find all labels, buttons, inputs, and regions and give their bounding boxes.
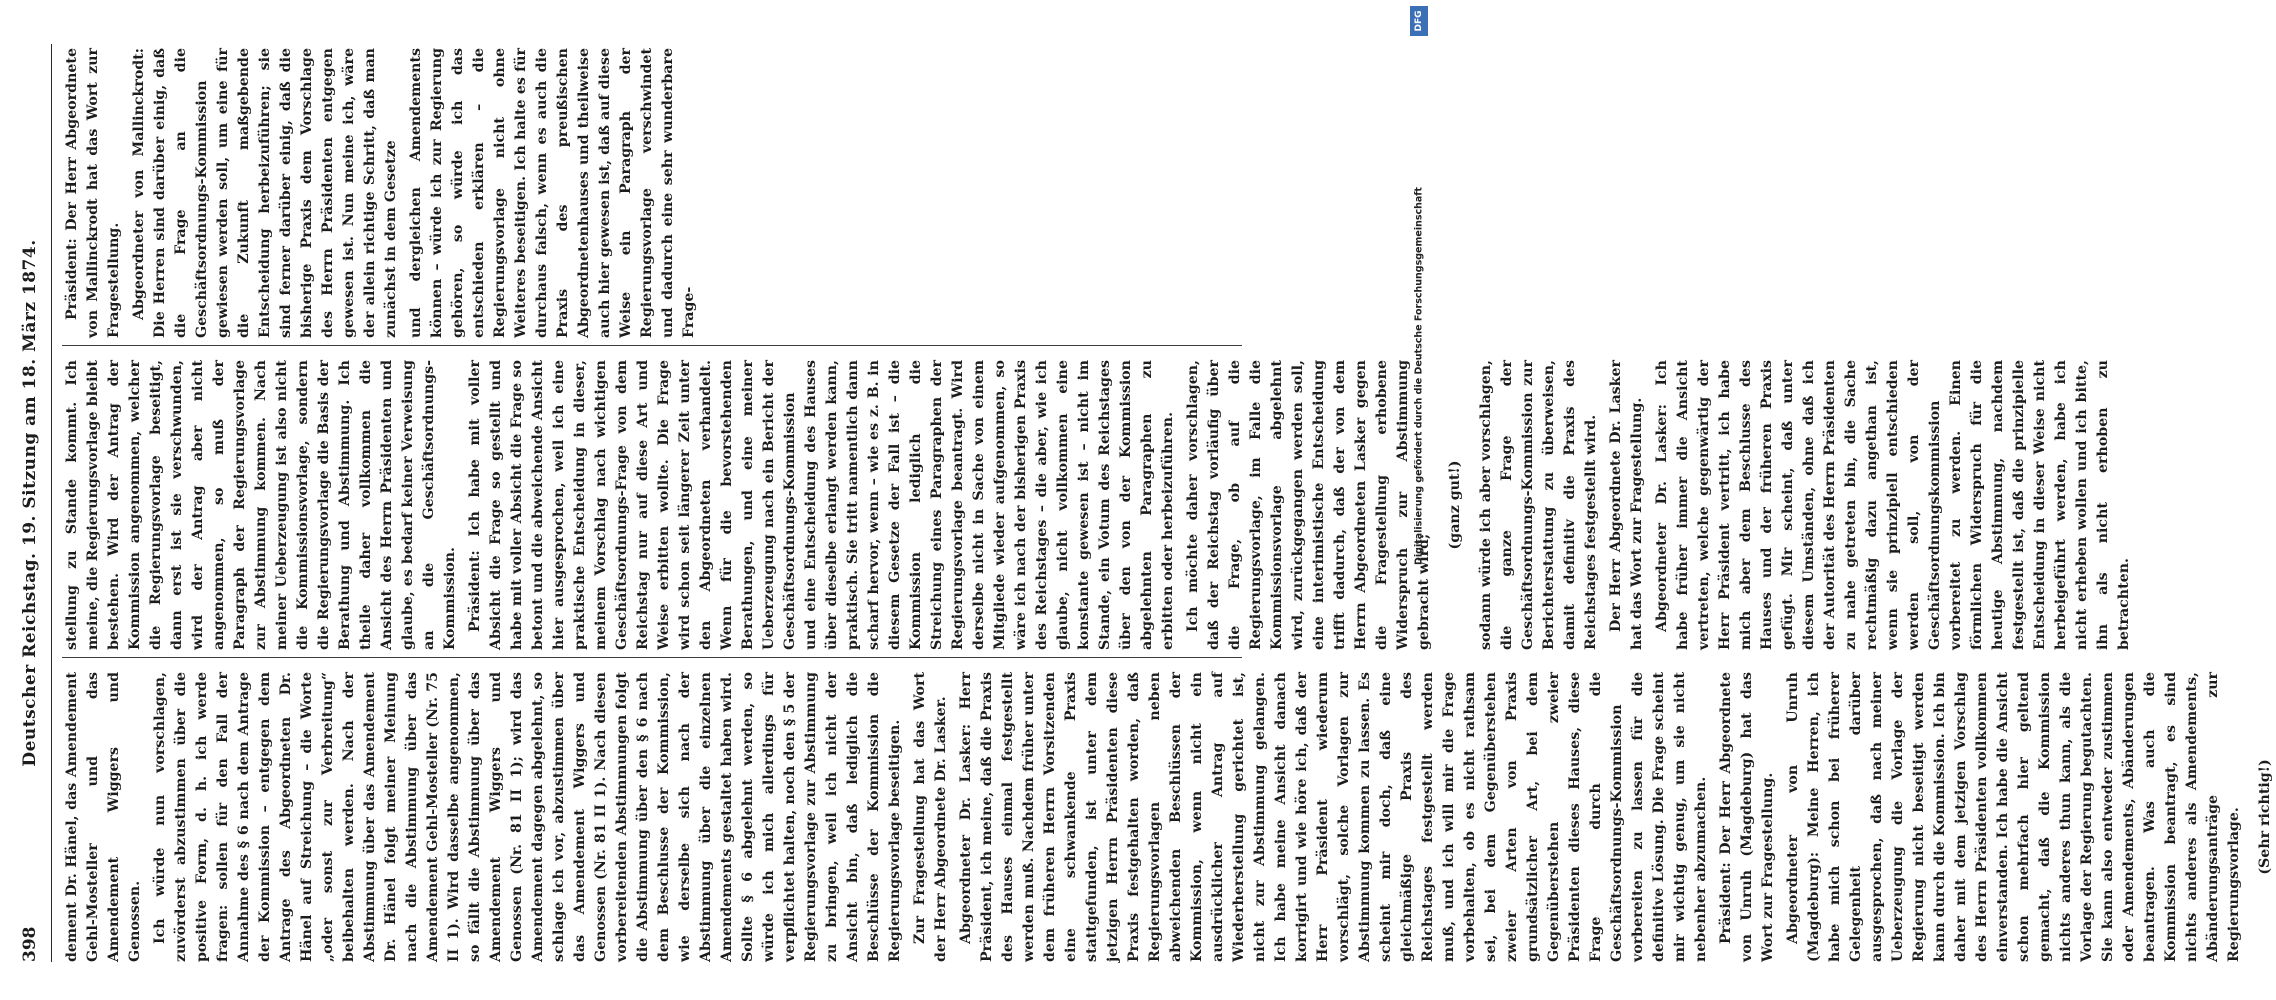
funding-notice: Digitalisierung gefördert durch die Deutsche Forschungsgemeinschaft [1413, 187, 1425, 565]
paragraph: dement Dr. Hänel, das Amendement Gehl-Mosteller und das Amendement Wiggers und Genossen. [64, 672, 143, 962]
interjection: (Sehr richtig!) [2257, 759, 2273, 875]
speech-lasker: Abgeordneter Dr. Lasker: Ich habe früher immer die Ansicht vertreten, welche gegenwärtig der Herr Präsident vertritt, ich habe mich aber dem Beschlusse des Hauses und der früheren Praxis gefügt. Mir scheint, daß unter diesem Umständen, ohne daß ich der Autorität des Herrn Präsidenten zu nahe getreten bin, die Sache rechtmäßig dazu angethan ist, wenn sie prinzipiell entschieden werden soll, von der Geschäftsordnungskommission vorbereitet zu werden. Einen förmlichen Widerspruch für die heutige Abstimmung, nachdem festgestellt ist, daß die prinzipielle Entscheidung in dieser Weise nicht herbeigeführt werden, habe ich nicht erheben wollen und ich bitte, ihn als nicht erhoben zu betrachten. [1654, 360, 2132, 650]
speech-mallinckrodt: Abgeordneter von Mallinckrodt: Die Herren sind darüber einig, daß die Frage an die Geschäftsordnungs-Kommission gewiesen werden soll, um eine für die Zukunft maßgebende Entscheidung herbeizuführen; sie sind ferner darüber einig, daß die bisherige Praxis dem Vorschlage des Herrn Präsidenten entgegen gewesen ist. Nun meine ich, wäre der allein richtige Schritt, daß man zunächst in dem Gesetze [131, 48, 399, 338]
speech-lasker: Abgeordneter Dr. Lasker: Herr Präsident, ich meine, daß die Praxis des Hauses einmal festgestellt werden muß. Nachdem früher unter dem früheren Herrn Vorsitzenden eine schwankende Praxis stattgefunden, ist unter dem jetzigen Herrn Präsidenten diese Praxis festgehalten worden, daß Regierungsvorlagen neben abweichenden Beschlüssen der Kommission, wenn nicht ein ausdrücklicher Antrag auf Wiederherstellung gerichtet ist, nicht zur Abstimmung gelangen. Ich habe meine Ansicht danach korrigirt und wie höre ich, daß der Herr Präsident wiederum vorschlägt, solche Vorlagen zur Abstimmung kommen zu lassen. Es scheint mir doch, daß eine gleichmäßige Praxis des Reichstages festgestellt werden muß, und ich will mir die Frage vorbehalten, ob es nicht rathsam sei, bei dem Gegenüberstehen zweier Arten von Praxis grundsätzlicher Art, bei dem Gegenüberstehen zweier Präsidenten dieses Hauses, diese Frage durch die Geschäftsordnungs-Kommission vorbereiten zu lassen für die definitive Lösung. Die Frage scheint mir wichtig genug, um sie nicht nebenher abzumachen. [958, 672, 1709, 962]
speech-unruh: Abgeordneter von Unruh (Magdeburg): Meine Herren, ich habe mich schon bei früherer Gelegenheit darüber ausgesprochen, daß nach meiner Ueberzeugung die Vorlage der Regierung nicht beseitigt werden kann durch die Kommission. Ich bin daher mit dem jetzigen Vorschlag des Herrn Präsidenten vollkommen einverstanden. Ich habe die Ansicht schon mehrfach hier geltend gemacht, daß die Kommission nichts anderes thun kann, als die Vorlage der Regierung begutachten. Sie kann also entweder zustimmen oder Amendements, Abänderungen beantragen. Was auch die Kommission beantragt, es sind nichts anderes als Amendements, Abänderungsanträge zur Regierungsvorlage. [1785, 672, 2242, 962]
paragraph: stellung zu Stande kommt. Ich meine, die Regierungsvorlage bleibt bestehen. Wird der Antrag der Kommission angenommen, welcher die Regierungsvorlage beseitigt, dann erst ist sie verschwunden, wird der Antrag aber nicht angenommen, so muß der Paragraph der Regierungsvorlage zur Abstimmung kommen. Nach meiner Ueberzeugung ist also nicht die Kommissionsvorlage, sondern die Regierungsvorlage die Basis der Berathung und Abstimmung. Ich theile daher vollkommen die Ansicht des Herrn Präsidenten und glaube, es bedarf keiner Verweisung an die Geschäftsordnungs-Kommission. [64, 360, 458, 650]
page-header [12, 44, 52, 962]
speech-president: Präsident: Der Herr Abgeordnete von Mallinckrodt hat das Wort zur Fragestellung. [64, 48, 122, 338]
paragraph: und dergleichen Amendements können – würde ich zur Regierung gehören, so würde ich das entschieden erklären – die Regierungsvorlage nicht ohne Weiteres beseitigen. Ich halte es für durchaus falsch, wenn es auch die Praxis des preußischen Abgeordnetenhauses und theilweise auch hier gewesen ist, daß auf diese Weise ein Paragraph der Regierungsvorlage verschwindet und dadurch eine sehr wunderbare Frage- [408, 48, 697, 338]
paragraph: Zur Fragestellung hat das Wort der Herr Abgeordnete Dr. Lasker. [912, 672, 949, 962]
interjection: (ganz gut!) [1447, 460, 1463, 550]
text-column-right [62, 48, 1242, 338]
paragraph: Ich möchte daher vorschlagen, daß der Reichstag vorläufig über die Frage, ob auf die Regierungsvorlage, im Falle die Kommissionsvorlage abgelehnt wird, zurückgegangen werden soll, eine interimistische Entscheidung trifft dadurch, daß der von dem Herrn Abgeordneten Lasker gegen die Fragestellung erhobene Widerspruch zur Abstimmung gebracht wird; [1185, 360, 1432, 650]
column-divider [62, 345, 1242, 346]
paragraph: Der Herr Abgeordnete Dr. Lasker hat das Wort zur Fragestellung. [1608, 360, 1645, 650]
paragraph: Ich würde nun vorschlagen, zuvörderst abzustimmen über die positive Form, d. h. ich werde fragen: sollen für den Fall der Annahme des § 6 nach dem Antrage der Kommission – entgegen dem Antrage des Abgeordneten Dr. Hänel auf Streichung – die Worte „oder sonst zur Verbreitung“ beibehalten werden. Nach der Abstimmung über das Amendement Dr. Hänel folgt meiner Meinung nach die Abstimmung über das Amendement Gehl-Mosteller (Nr. 75 II 1). Wird dasselbe angenommen, so fällt die Abstimmung über das Amendement Wiggers und Genossen (Nr. 81 II 1); wird das Amendement dagegen abgelehnt, so schlage ich vor, abzustimmen über das Amendement Wiggers und Genossen (Nr. 81 II 1). Nach diesen vorbereitenden Abstimmungen folgt die Abstimmung über den § 6 nach dem Beschlusse der Kommission, wie derselbe sich nach der Abstimmung über die einzelnen Amendements gestaltet haben wird. Sollte § 6 abgelehnt werden, so würde ich mich allerdings für verpflichtet halten, noch den § 5 der Regierungsvorlage zur Abstimmung zu bringen, weil ich nicht der Ansicht bin, daß lediglich die Beschlüsse der Kommission die Regierungsvorlage beseitigen. [152, 672, 903, 962]
speech-president: Präsident: Ich habe mit voller Absicht die Frage so gestellt und habe mit voller Absicht die Frage so betont und die abweichende Ansicht hier ausgesprochen, weil ich eine praktische Entscheidung in dieser, meinem Vorschlag nach wichtigen Geschäftsordnungs-Frage von dem Reichstag nur auf diese Art und Weise erbitten wollte. Die Frage wird schon seit längerer Zeit unter den Abgeordneten verhandelt. Wenn für die bevorstehenden Berathungen, und eine meiner Ueberzeugung nach ein Bericht der Geschäftsordnungs-Kommission und eine Entscheidung des Hauses über dieselbe erlangt werden kann, praktisch. Sie tritt namentlich dann scharf hervor, wenn – wie es z. B. in diesem Gesetze der Fall ist – die Kommission lediglich die Streichung eines Paragraphen der Regierungsvorlage beantragt. Wird derselbe nicht in Sache von einem Mitgliede wieder aufgenommen, so wäre ich nach der bisherigen Praxis des Reichstages – die aber, wie ich glaube, nicht vollkommen eine konstante gewesen ist – nicht im Stande, ein Votum des Reichstages über den von der Kommission abgelehnten Paragraphen zu erbitten oder herbeizuführen. [467, 360, 1176, 650]
text-column-left [62, 672, 2273, 962]
page-number: 398 [20, 926, 40, 962]
speech-president: Präsident: Der Herr Abgeordnete von Unruh (Magdeburg) hat das Wort zur Fragestellung. [1718, 672, 1776, 962]
paragraph: sodann würde ich aber vorschlagen, die ganze Frage der Geschäftsordnungs-Kommission zur Berichterstattung zu überweisen, damit definitiv die Praxis des Reichstages festgestellt wird. [1478, 360, 1599, 650]
page-title: Deutscher Reichstag. 19. Sitzung am 18. März 1874. [20, 239, 40, 767]
header-rule [51, 44, 52, 962]
dfg-logo-text: DFG [1414, 10, 1424, 32]
column-divider [62, 657, 1242, 658]
margin-notice [1408, 6, 1430, 706]
dfg-logo [1410, 6, 1428, 36]
